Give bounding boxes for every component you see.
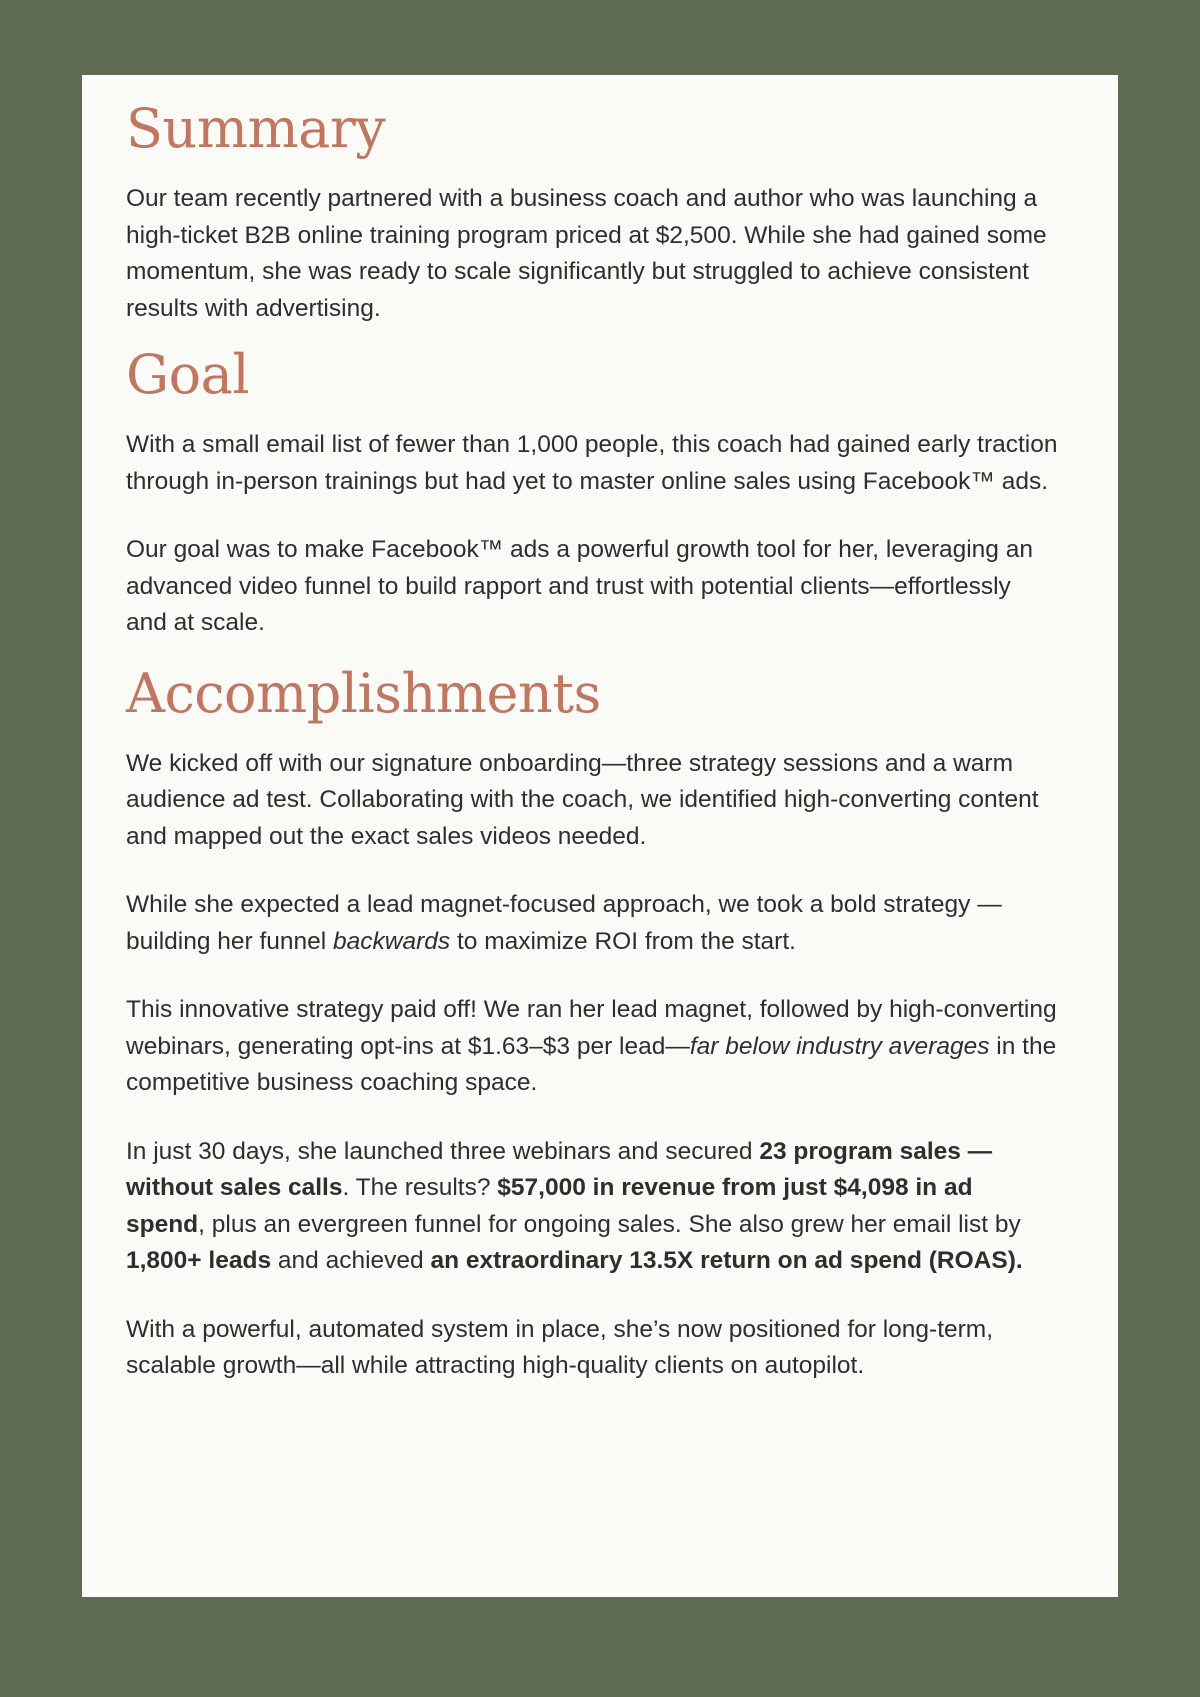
accomplishments-heading: Accomplishments (126, 661, 601, 725)
accomplishments-paragraph-1: We kicked off with our signature onboarding—three strategy sessions and a warm audience ad test. Collaborating with the coach, we identified high-converting content and mapped out the exact sales videos needed. (126, 749, 1039, 850)
document-card (82, 75, 1118, 1597)
summary-section (126, 97, 1058, 327)
text-run: . The results? (342, 1174, 498, 1201)
bold-text: $57,000 in revenue from just $4,098 in ad spend (126, 1174, 973, 1238)
goal-section (126, 343, 1058, 642)
accomplishments-paragraph-2 (126, 887, 1058, 960)
text-run: and achieved (271, 1247, 431, 1274)
text-run: in the competitive business coaching space. (126, 1032, 1057, 1096)
goal-heading: Goal (126, 343, 250, 406)
text-run: In just 30 days, she launched three webinars and secured (126, 1137, 760, 1165)
accomplishments-section (126, 662, 1058, 1385)
accomplishments-paragraph-4 (126, 1134, 1058, 1280)
bold-text: 1,800+ leads (126, 1247, 272, 1274)
text-run: , plus an evergreen funnel for ongoing sales. She also grew her email list by (198, 1210, 1021, 1238)
emphasis-text: backwards (333, 927, 451, 955)
accomplishments-paragraph-5: With a powerful, automated system in place, she’s now positioned for long-term, scalable growth—all while attracting high-quality clients on autopilot. (126, 1315, 993, 1379)
accomplishments-paragraph-3 (126, 992, 1058, 1102)
goal-paragraph-1: With a small email list of fewer than 1,000 people, this coach had gained early traction through in-person trainings but had yet to master online sales using Facebook™ ads. (126, 431, 1058, 495)
emphasis-text: far below industry averages (689, 1032, 990, 1060)
summary-paragraph: Our team recently partnered with a business coach and author who was launching a high-ticket B2B online training program priced at $2,500. While she had gained some momentum, she was ready to scale significantly but struggled to achieve consistent results with advertising. (126, 185, 1047, 322)
text-run: to maximize ROI from the start. (450, 927, 796, 955)
text-run: This innovative strategy paid off! We ran her lead magnet, followed by high-converting webinars, generating opt-ins at $1.63–$3 per lead— (126, 996, 1057, 1060)
goal-paragraph-2: Our goal was to make Facebook™ ads a powerful growth tool for her, leveraging an advanced video funnel to build rapport and trust with potential clients—effortlessly and at scale. (126, 536, 1033, 636)
text-run: While she expected a lead magnet-focused approach, we took a bold strategy —building her funnel (126, 891, 1002, 955)
summary-heading: Summary (126, 97, 386, 160)
bold-text: 23 program sales —without sales calls (126, 1137, 993, 1201)
bold-text: an extraordinary 13.5X return on ad spend (ROAS). (430, 1247, 1023, 1274)
